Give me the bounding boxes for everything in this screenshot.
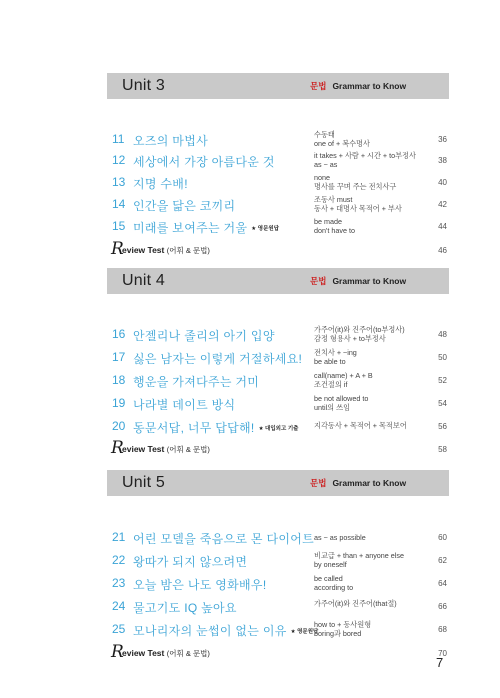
- lesson-number: 13: [112, 175, 126, 189]
- lesson-number: 18: [112, 373, 126, 387]
- lesson-page: 54: [438, 399, 447, 408]
- lesson-row[interactable]: [107, 550, 449, 572]
- lesson-row[interactable]: [107, 324, 449, 346]
- unit-4-section: [107, 268, 449, 458]
- unit-title: Unit 5: [122, 474, 165, 491]
- lesson-grammar: it takes + 사람 + 시간 + to부정사 as ~ as: [314, 151, 416, 169]
- review-page: 46: [438, 246, 447, 255]
- lesson-number: 22: [112, 553, 126, 567]
- lesson-row[interactable]: [107, 596, 449, 618]
- grammar-tag: 문법: [310, 81, 327, 91]
- grammar-label: Grammar to Know: [332, 276, 407, 286]
- grammar-label: Grammar to Know: [332, 81, 407, 91]
- lesson-page: 62: [438, 556, 447, 565]
- grammar-heading: [310, 275, 406, 287]
- unit-3-section: [107, 73, 449, 259]
- lesson-grammar: 가주어(it)와 진주어(to부정사) 감정 형용사 + to부정사: [314, 325, 405, 343]
- lesson-number: 11: [112, 132, 125, 146]
- review-r-logo: R: [111, 438, 124, 458]
- lesson-title: 안젤리나 졸리의 아기 입양: [133, 329, 275, 343]
- lesson-page: 66: [438, 602, 447, 611]
- lesson-page: 40: [438, 178, 447, 187]
- lesson-page: 36: [438, 135, 447, 144]
- page-number: 7: [436, 655, 444, 670]
- review-test-row[interactable]: [107, 643, 449, 665]
- lesson-grammar: be called according to: [314, 574, 354, 592]
- review-label: eview Test (어휘 & 문법): [122, 245, 210, 255]
- lesson-page: 44: [438, 222, 447, 231]
- lesson-title: 세상에서 가장 아름다운 것: [133, 155, 275, 169]
- lesson-row[interactable]: [107, 194, 449, 216]
- lesson-grammar: be made don't have to: [314, 217, 355, 235]
- lesson-title: 행운을 가져다주는 거미: [133, 375, 260, 389]
- lesson-grammar: be not allowed to until의 쓰임: [314, 394, 369, 412]
- review-label: eview Test (어휘 & 문법): [122, 444, 210, 454]
- unit-header: [107, 470, 449, 496]
- unit-title: Unit 3: [122, 77, 165, 94]
- star-badge: ★ 대입외고 기출: [258, 426, 299, 432]
- lesson-title: 물고기도 IQ 높아요: [133, 601, 237, 615]
- grammar-label: Grammar to Know: [332, 478, 407, 488]
- review-test-row[interactable]: [107, 439, 449, 461]
- lesson-number: 14: [112, 197, 126, 211]
- lesson-grammar: 비교급 + than + anyone else by oneself: [314, 551, 404, 569]
- unit-title: Unit 4: [122, 272, 165, 289]
- lesson-row[interactable]: [107, 172, 449, 194]
- lesson-grammar: 지각동사 + 목적어 + 목적보어: [314, 421, 407, 430]
- lesson-row[interactable]: [107, 129, 449, 151]
- lesson-number: 25: [112, 622, 126, 636]
- unit-5-section: [107, 470, 449, 662]
- grammar-heading: [310, 80, 406, 92]
- lesson-number: 17: [112, 350, 126, 364]
- lesson-title: 오늘 밤은 나도 영화배우!: [133, 578, 267, 592]
- lesson-page: 64: [438, 579, 447, 588]
- lesson-grammar: 가주어(it)와 진주어(that절): [314, 599, 397, 608]
- lesson-page: 50: [438, 353, 447, 362]
- lesson-grammar: as ~ as possible: [314, 533, 366, 542]
- star-badge: ★ 영문원답: [251, 226, 280, 232]
- lesson-row[interactable]: [107, 527, 449, 549]
- lesson-grammar: how to + 동사원형 boring과 bored: [314, 620, 372, 638]
- lesson-grammar: 전치사 + ~ing be able to: [314, 348, 357, 366]
- lesson-row[interactable]: [107, 573, 449, 595]
- star-badge: ★ 영문원답: [290, 629, 319, 635]
- review-test-row[interactable]: [107, 240, 449, 262]
- lesson-title: 미래를 보여주는 거울 ★ 영문원답: [133, 221, 280, 235]
- lesson-number: 15: [112, 219, 126, 233]
- lesson-title: 오즈의 마법사: [133, 134, 208, 148]
- lesson-number: 24: [112, 599, 126, 613]
- lesson-title: 싫은 남자는 이렇게 거절하세요!: [133, 352, 303, 366]
- lesson-page: 56: [438, 422, 447, 431]
- lesson-row[interactable]: [107, 216, 449, 238]
- lesson-grammar: none 명사를 꾸며 주는 전치사구: [314, 173, 397, 191]
- lesson-row[interactable]: [107, 393, 449, 415]
- unit-header: [107, 73, 449, 99]
- lesson-page: 42: [438, 200, 447, 209]
- lesson-page: 48: [438, 330, 447, 339]
- lesson-title: 나라별 데이트 방식: [133, 398, 236, 412]
- lesson-number: 21: [112, 530, 126, 544]
- review-r-logo: R: [111, 642, 124, 662]
- lesson-row[interactable]: [107, 416, 449, 438]
- lesson-title: 어린 모델을 죽음으로 몬 다이어트: [133, 532, 315, 546]
- lesson-title: 지명 수배!: [133, 177, 188, 191]
- grammar-tag: 문법: [310, 276, 327, 286]
- lesson-title: 동문서답, 너무 답답해! ★ 대입외고 기출: [133, 421, 299, 435]
- lesson-row[interactable]: [107, 370, 449, 392]
- lesson-title: 모나리자의 눈썹이 없는 이유 ★ 영문원답: [133, 624, 319, 638]
- lesson-title: 왕따가 되지 않으려면: [133, 555, 248, 569]
- lesson-number: 19: [112, 396, 126, 410]
- lesson-page: 52: [438, 376, 447, 385]
- review-label: eview Test (어휘 & 문법): [122, 648, 210, 658]
- review-page: 70: [438, 649, 447, 658]
- lesson-row[interactable]: [107, 347, 449, 369]
- lesson-number: 12: [112, 153, 126, 167]
- lesson-number: 16: [112, 327, 126, 341]
- lesson-page: 60: [438, 533, 447, 542]
- lesson-number: 23: [112, 576, 126, 590]
- lesson-page: 68: [438, 625, 447, 634]
- unit-header: [107, 268, 449, 294]
- grammar-heading: [310, 477, 406, 489]
- lesson-grammar: call(name) + A + B 조건절의 if: [314, 371, 373, 389]
- lesson-grammar: 수동태 one of + 복수명사: [314, 130, 370, 148]
- lesson-grammar: 조동사 must 동사 + 대명사 목적어 + 부사: [314, 195, 402, 213]
- lesson-page: 38: [438, 156, 447, 165]
- grammar-tag: 문법: [310, 478, 327, 488]
- lesson-row[interactable]: [107, 150, 449, 172]
- lesson-row[interactable]: [107, 619, 449, 641]
- lesson-title: 인간을 닮은 코끼리: [133, 199, 236, 213]
- review-r-logo: R: [111, 239, 124, 259]
- review-page: 58: [438, 445, 447, 454]
- lesson-number: 20: [112, 419, 126, 433]
